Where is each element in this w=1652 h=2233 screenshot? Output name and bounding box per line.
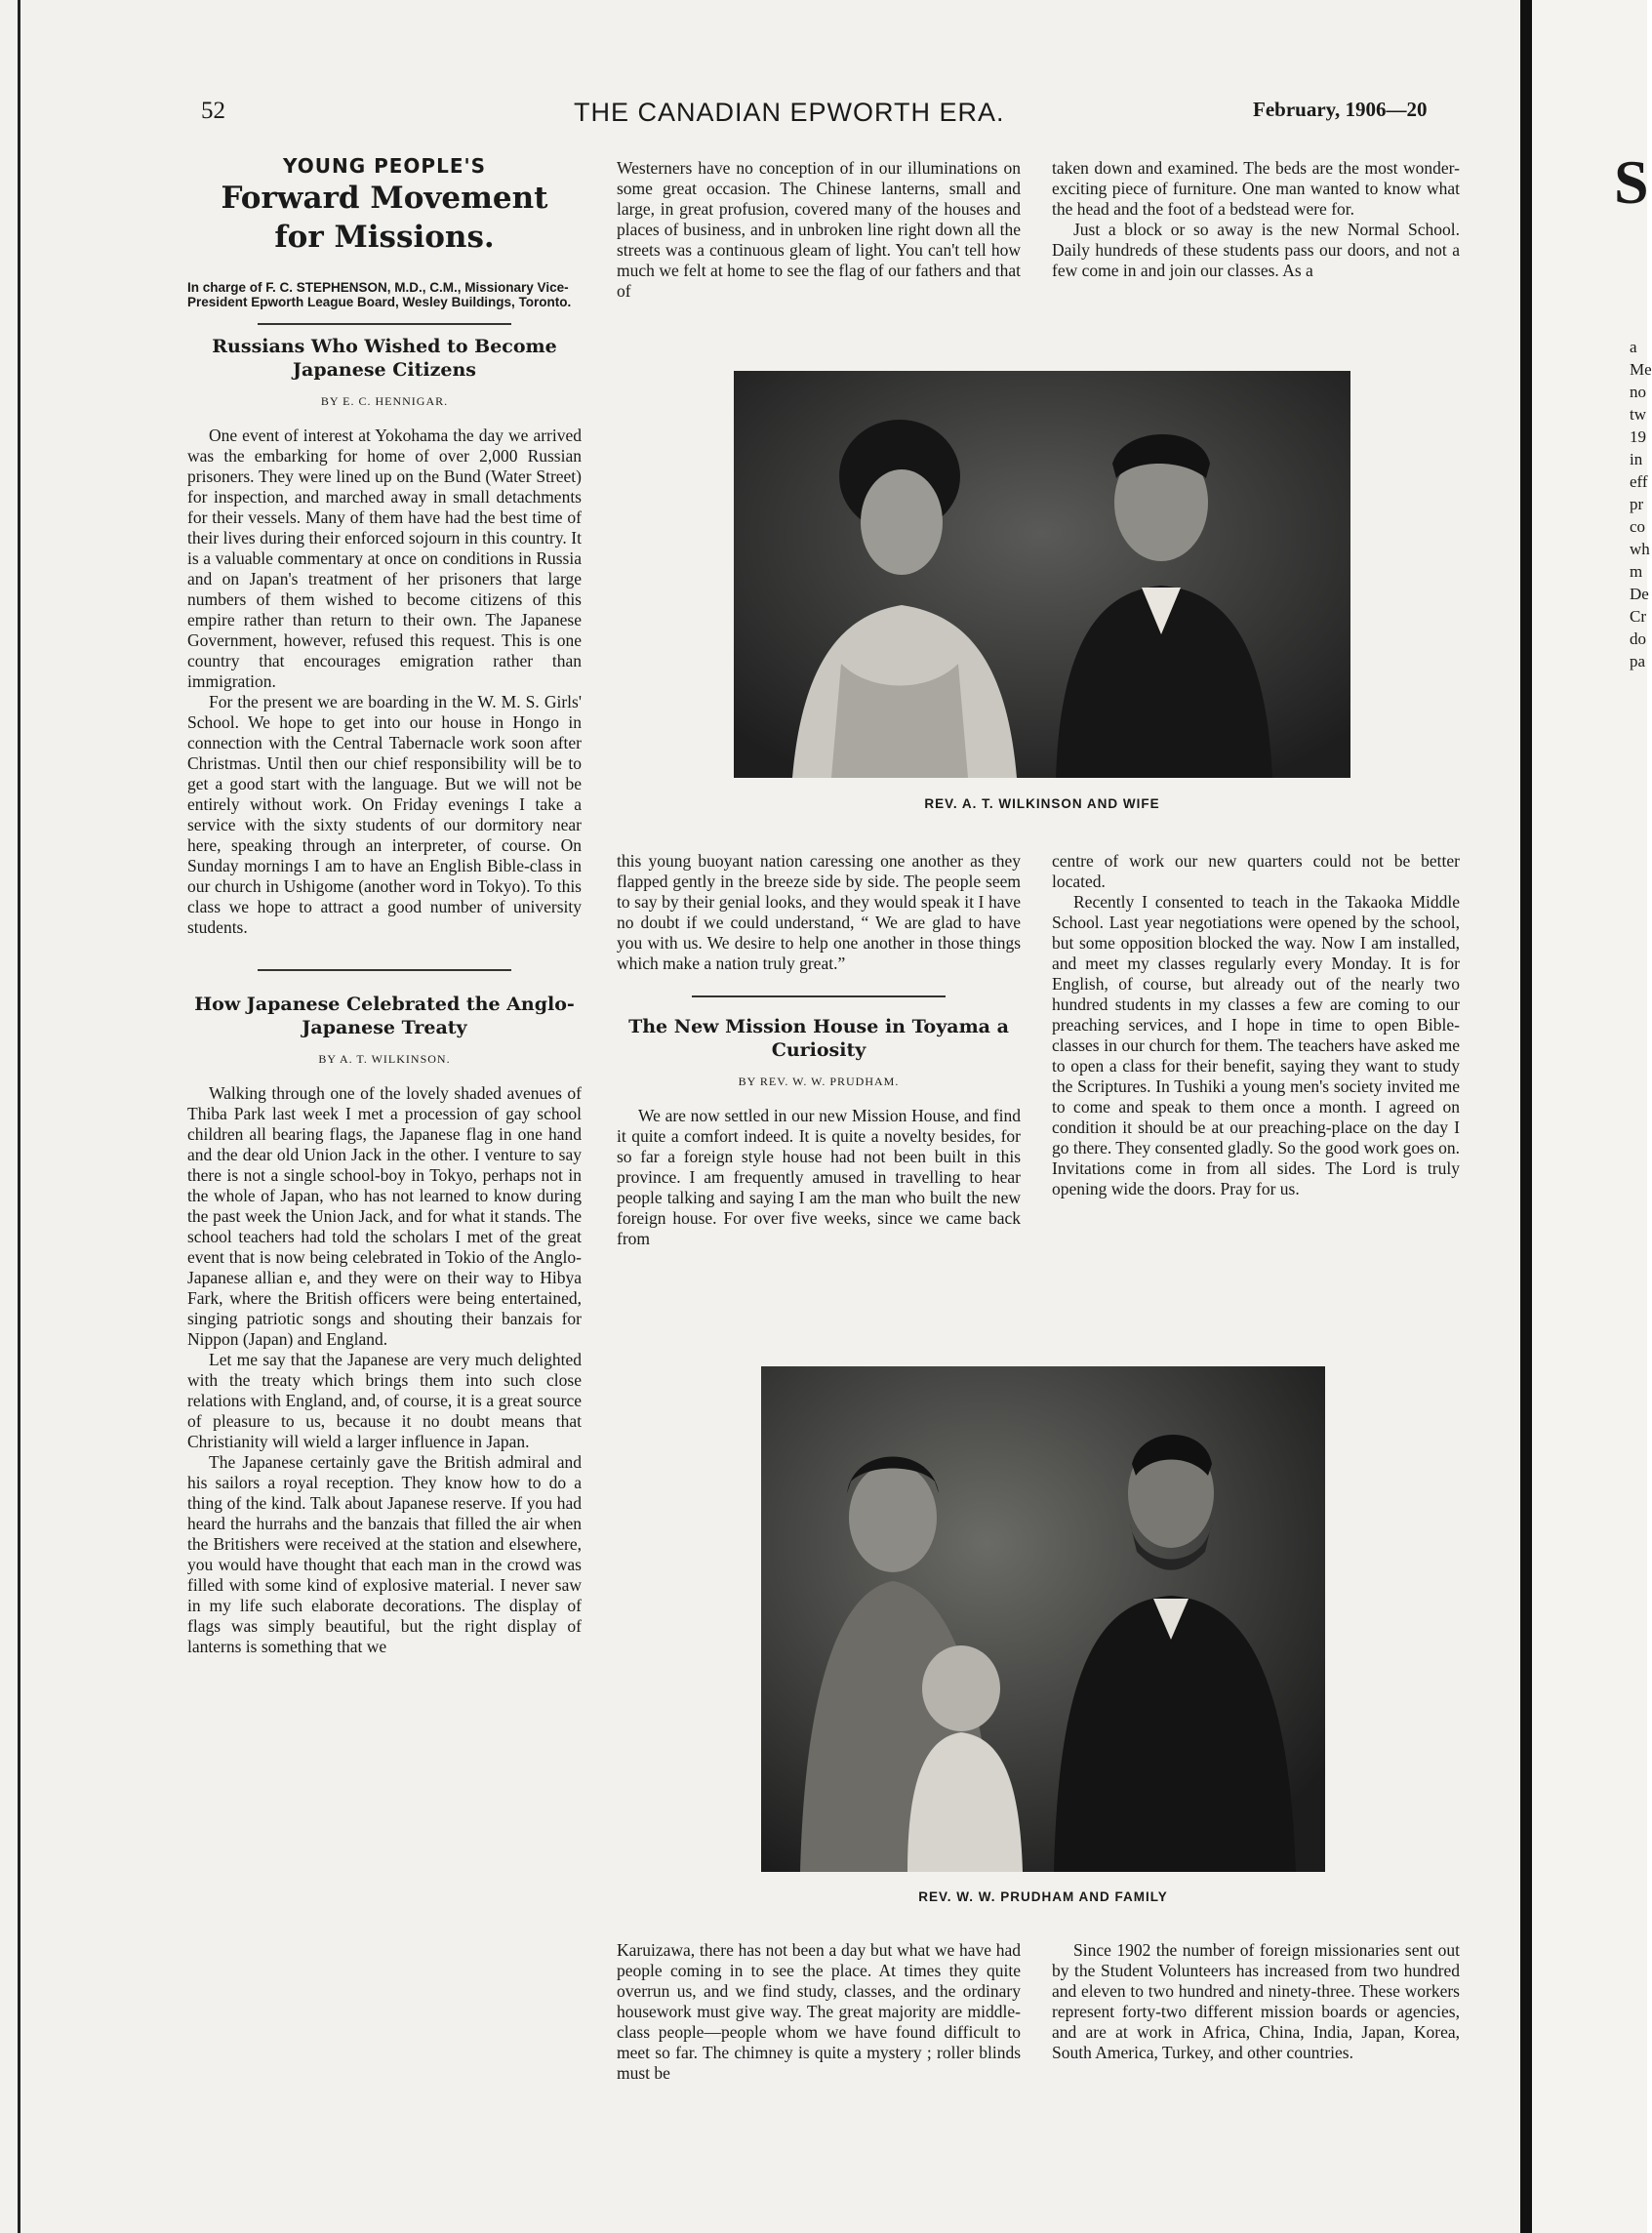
column-2-top [617,158,1021,302]
next-page-fragment: no [1630,383,1646,401]
article2-continuation: this young buoyant nation caressing one another as they flapped gently in the breeze side by side. The people seem to say by their genial looks, and they would speak it I have no doubt if we could understand, “ We are glad to have you with us. We desire to help one another in those things which make a nation truly great.” [617,851,1021,973]
column-3-middle [1052,851,1460,1199]
next-page-fragment: pa [1630,652,1646,670]
article1-paragraph: For the present we are boarding in the W. M. S. Girls' School. We hope to get into our house in Hongo in connection with the Central Tabernacle work soon after Christmas. Until then our chief responsibility will be to get a good start with the language. But we will not be entirely without work. On Friday evenings I take a service with the sixty students of our dormitory near here, speaking through an interpreter, of course. On Sunday mornings I am to have an English Bible-class in our church in Ushigome (another word in Tokyo). To this class we hope to attract a good number of university students. [187,692,582,937]
photo2-caption: REV. W. W. PRUDHAM AND FAMILY [918,1889,1168,1904]
article3-byline: BY REV. W. W. PRUDHAM. [738,1075,900,1088]
photo-prudham-family [761,1366,1325,1872]
article2-title: How Japanese Celebrated the Anglo-Japanese Treaty [194,994,575,1038]
next-page-fragment: co [1630,517,1646,536]
next-page-fragment: De [1630,585,1649,603]
next-page-fragment: tw [1630,405,1646,424]
article2-paragraph: Let me say that the Japanese are very much delighted with the treaty which brings them into such close relations with England, and, of course, it is a great source of pleasure to us, because it no doubt means that Christianity will wield a larger influence in Japan. [187,1350,582,1451]
column-2-bottom [617,1940,1021,2084]
article3-title: The New Mission House in Toyama a Curiosity [628,1016,1009,1061]
issue-date: February, 1906—20 [1253,98,1428,121]
article3-continuation: taken down and examined. The beds are the most wonder-exciting piece of furniture. One man wanted to know what the head and the foot of a bedstead were for. [1052,158,1460,219]
next-page-fragment: Me [1630,360,1652,379]
next-page-fragment: pr [1630,495,1644,513]
article3-paragraph: Just a block or so away is the new Normal School. Daily hundreds of these students pass our doors, and not a few come in and join our classes. As a [1052,220,1460,280]
section-title-line1: Forward Movement [221,181,548,216]
article1-byline: BY E. C. HENNIGAR. [320,394,449,408]
adjacent-page-edge [1532,0,1652,2233]
column-3-bottom [1052,1940,1460,2063]
article3-paragraph: Recently I consented to teach in the Takaoka Middle School. Last year negotiations were opened by the school, but some opposition blocked the way. Now I am installed, and meet my classes regularly every Monday. It is for English, of course, but already out of the nearly two hundred students in my classes a few are coming to our preaching services, and I hope in time to open Bible-classes in our church for them. The teachers have asked me to open a class for their benefit, saying they want to study the Scriptures. In Tushiki a young men's society invited me to come and speak to them once a month. I agreed on condition it should be at our preaching-place on the day I go there. They consented gladly. So the good work goes on. Invitations come in from all sides. The Lord is truly opening wide the doors. Pray for us. [1052,892,1460,1198]
next-page-fragment: in [1630,450,1643,468]
divider [692,995,946,997]
article2-continuation: Westerners have no conception of in our illuminations on some great occasion. The Chinese lanterns, small and large, in great profusion, covered many of the houses and places of business, and in unbroken line right down all the streets was a continuous gleam of light. You can't tell how much we felt at home to see the flag of our fathers and that of [617,158,1021,301]
article3-paragraph: We are now settled in our new Mission House, and find it quite a comfort indeed. It is quite a novelty besides, for so far a foreign style house had not been built in this province. I am frequently amused in travelling to hear people talking and saying I am the man who built the new foreign house. For over five weeks, since we came back from [617,1106,1021,1248]
column-2-middle [617,851,1021,1249]
next-page-heading-letter: S [1614,147,1649,217]
portrait-couple-image [734,371,1350,778]
next-page-fragment: a [1630,338,1637,356]
article1-title: Russians Who Wished to Become Japanese Citizens [212,336,557,381]
next-page-fragment: 19 [1630,427,1646,446]
article1-paragraph: One event of interest at Yokohama the day we arrived was the embarking for home of over 2,000 Russian prisoners. They were lined up on the Bund (Water Street) for inspection, and marched away in small detachments for their vessels. Many of them have had the best time of their lives during their enforced sojourn in this country. It is a valuable commentary at once on conditions in Russia and on Japan's treatment of her prisoners that large numbers of them wished to become citizens of this empire rather than return to their own. The Japanese Government, however, refused this request. This is one country that encourages emigration rather than immigration. [187,426,582,691]
next-page-fragment: do [1630,629,1646,648]
next-page-fragment: eff [1630,472,1648,491]
section-kicker: YOUNG PEOPLE'S [282,154,487,178]
student-volunteers-note: Since 1902 the number of foreign missionaries sent out by the Student Volunteers has increased from two hundred and eleven to two hundred and ninety-three. These workers represent forty-two different mission boards or agencies, and are at work in Africa, China, India, Japan, Korea, South America, Turkey, and other countries. [1052,1940,1460,2062]
column-3-top [1052,158,1460,281]
section-editor-note: In charge of F. C. STEPHENSON, M.D., C.M., Missionary Vice-President Epworth League Board, Wesley Buildings, Toronto. [187,280,572,309]
article2-paragraph: The Japanese certainly gave the British admiral and his sailors a royal reception. They know how to do a thing of the kind. Talk about Japanese reserve. If you had heard the hurrahs and the banzais that filled the air when the Britishers were received at the station and elsewhere, you would have thought that each man in the crowd was filled with some kind of explosive material. I never saw in my life such elaborate decorations. The display of flags was simply beautiful, but the right display of lanterns is something that we [187,1452,582,1656]
article2-paragraph: Walking through one of the lovely shaded avenues of Thiba Park last week I met a procession of gay school children all bearing flags, the Japanese flag in one hand and the dear old Union Jack in the other. I venture to say there is not a single school-boy in Tokyo, perhaps not in the whole of Japan, who has not learned to know during the past week the Union Jack, and for what it stands. The school teachers had told the scholars I met of the great event that is now being celebrated in Tokio of the Anglo-Japanese allian e, and they were on their way to Hibya Fark, where the British officers were being entertained, singing patriotic songs and shouting their banzais for Nippon (Japan) and England. [187,1083,582,1349]
divider [258,323,511,325]
divider [258,969,511,971]
next-page-fragment: Cr [1630,607,1646,626]
column-1 [187,156,582,1657]
article2-byline: BY A. T. WILKINSON. [318,1052,451,1066]
section-title-line2: for Missions. [274,220,495,255]
article3-continuation: Karuizawa, there has not been a day but what we have had people coming in to see the place. At times they quite overrun us, and we find study, classes, and the ordinary housework must give way. The great majority are middle-class people—people whom we have found difficult to meet so far. The chimney is quite a mystery ; roller blinds must be [617,1940,1021,2083]
publication-title: THE CANADIAN EPWORTH ERA. [574,98,1005,127]
portrait-family-image [761,1366,1325,1872]
next-page-fragment: m [1630,562,1643,581]
next-page-fragment: wh [1630,540,1650,558]
article3-paragraph: centre of work our new quarters could not be better located. [1052,851,1460,891]
page-number: 52 [201,98,225,124]
page-gutter [1520,0,1532,2233]
photo1-caption: REV. A. T. WILKINSON AND WIFE [924,796,1160,811]
page-binding-edge [18,0,20,2233]
photo-wilkinson-and-wife [734,371,1350,778]
